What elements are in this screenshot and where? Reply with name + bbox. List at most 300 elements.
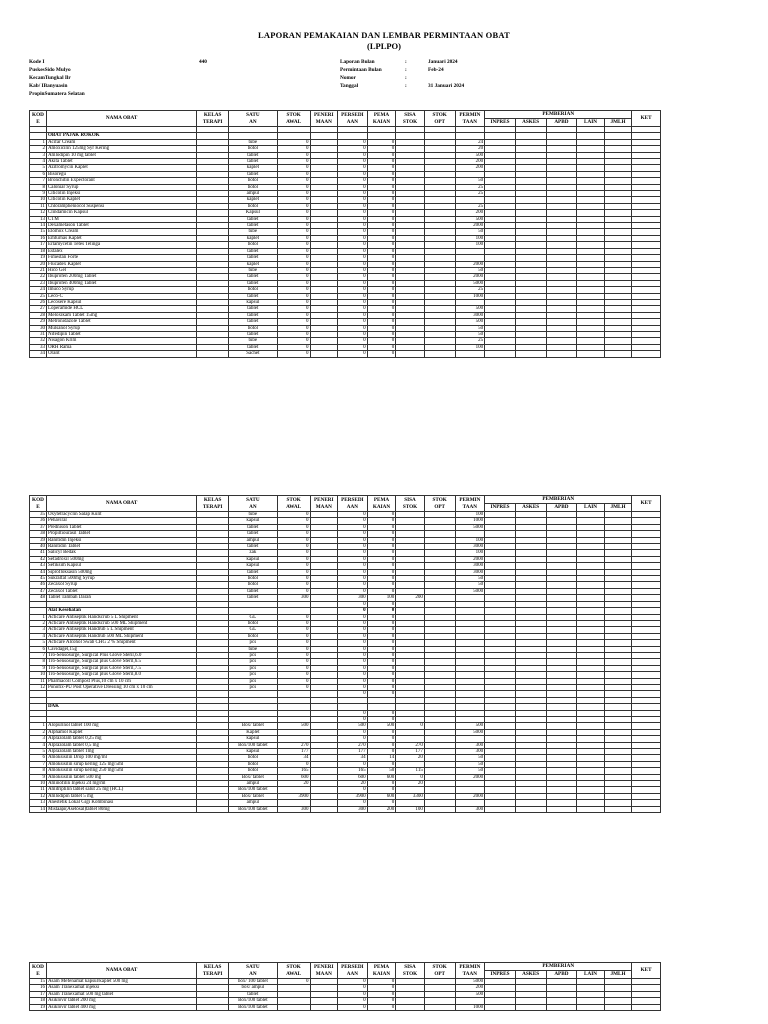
cell-permintaan: 50 [455,576,485,582]
cell-stok-awal: 0 [277,293,310,299]
col-lain: LAIN [577,971,605,979]
cell-satuan: botol [229,184,278,190]
cell-permintaan: 200 [455,165,485,171]
cell-nama-obat: Amoxicilin 125mg Syr Kering [46,146,196,152]
cell-persediaan: 0 [338,729,368,735]
cell-nama-obat: Azitromycin Kaplet [46,165,196,171]
cell-satuan: tablet [229,159,278,165]
col-pemberian: PEMBERIAN [485,496,632,504]
cell-satuan: botol [229,242,278,248]
cell-stok-awal: 0 [277,646,310,652]
cell-persediaan: 0 [338,646,368,652]
cell-satuan: tablet [229,531,278,537]
col-pemakaian: PEMA KAIAN [367,111,396,127]
cell-stok-awal: 0 [277,550,310,556]
header-field-label: Tanggal [340,83,359,89]
cell-ket [632,351,661,357]
cell-stok-awal: 0 [277,261,310,267]
cell-satuan: tablet [229,293,278,299]
cell-satuan: tablet [229,588,278,594]
cell-pemakaian: 14 [367,755,396,761]
cell-stok-awal: 0 [277,331,310,337]
cell-permintaan: 50 [455,755,485,761]
cell-persediaan: 270 [338,742,368,748]
cell-pemakaian: 0 [367,203,396,209]
cell-persediaan: 0 [338,985,368,991]
cell-permintaan: 25 [455,338,485,344]
cell-persediaan: 0 [338,633,368,639]
cell-stok-awal: 0 [277,588,310,594]
cell-pemakaian: 0 [367,749,396,755]
cell-stok-awal: 0 [277,223,310,229]
cell-persediaan: 34 [338,755,368,761]
cell-stok-awal: 0 [277,556,310,562]
cell-kode: 4 [30,633,47,639]
cell-permintaan: 50 [455,178,485,184]
cell-kode: 26 [30,299,47,305]
cell-satuan: tube [229,646,278,652]
cell-satuan: tablet [229,274,278,280]
cell-nama-obat: Oxytetracyclin Salap Kulit [46,512,196,518]
cell-persediaan: 0 [338,684,368,690]
cell-satuan: Box/ tablet [229,774,278,780]
cell-nama-obat: Acticare Antiseptik Handrub 500 ML Shipment [46,633,196,639]
cell-permintaan: 1000 [455,293,485,299]
col-stok-awal: STOK AWAL [277,963,310,979]
cell-satuan: botol [229,325,278,331]
cell-kode: 11 [30,203,47,209]
col-ket: KET [632,496,661,512]
cell-nama-obat: Nisagon Krim [46,338,196,344]
cell-kode: 10 [30,672,47,678]
table-row [30,351,661,357]
drug-table-page-1 [29,110,661,358]
cell-stok-awal: 3900 [277,793,310,799]
col-stok-awal: STOK AWAL [277,496,310,512]
cell-stok-awal: 0 [277,146,310,152]
cell-satuan: kapsul [229,563,278,569]
cell-nama-obat: Amoksisilin sirup kering 125 mg/5ml [46,761,196,767]
cell-empty: 0 [367,691,396,697]
cell-kode: 18 [30,248,47,254]
cell-kode: 39 [30,537,47,543]
cell-kode: 8 [30,184,47,190]
cell-permintaan: 100 [455,235,485,241]
cell-kode: 4 [30,159,47,165]
cell-kode: 12 [30,210,47,216]
cell-permintaan: 2000 [455,774,485,780]
cell-nama-obat: Zecaxol Syrup [46,582,196,588]
cell-stok-awal: 300 [277,595,310,601]
cell-persediaan: 165 [338,768,368,774]
cell-sisa-stok: 20 [396,755,425,761]
col-stok-opt: STOK OPT [424,963,455,979]
cell-satuan: kapsul [229,749,278,755]
cell-permintaan: 200 [455,985,485,991]
cell-kode: 33 [30,344,47,350]
cell-stok-awal: 0 [277,351,310,357]
col-pemberian: PEMBERIAN [485,111,632,119]
cell-kode: 37 [30,524,47,530]
cell-kode: 7 [30,761,47,767]
cell-nama-obat: Alprazolam tablet 0,25 mg [46,736,196,742]
cell-askes [515,351,546,357]
cell-kode: 36 [30,518,47,524]
col-persediaan: PERSEDI AAN [338,111,368,127]
cell-kode: 21 [30,267,47,273]
cell-persediaan: 0 [338,979,368,985]
cell-pemakaian: 0 [367,312,396,318]
col-nama-obat: NAMA OBAT [46,496,196,512]
cell-permintaan: 300 [455,742,485,748]
col-permintaan: PERMIN TAAN [455,496,485,512]
cell-satuan: tube [229,229,278,235]
cell-stok-awal: 0 [277,665,310,671]
cell-permintaan: 50 [455,267,485,273]
cell-persediaan: 0 [338,344,368,350]
cell-persediaan: 0 [338,331,368,337]
cell-stok-awal: 0 [277,659,310,665]
cell-pemakaian: 0 [367,588,396,594]
header-field-label: PuskesSido Mulyo [29,67,71,73]
cell-nama-obat: Ibuprofen 200mg Tablet [46,274,196,280]
cell-stok-awal: 0 [277,979,310,985]
cell-pemakaian: 0 [367,576,396,582]
cell-stok-opt [424,806,455,812]
report-title: LAPORAN PEMAKAIAN DAN LEMBAR PERMINTAAN OBAT [258,30,510,40]
cell-nama-obat: Emturnas Kaplet [46,235,196,241]
header-field-value: Januari 2024 [428,59,458,65]
cell-persediaan: 0 [338,184,368,190]
cell-satuan: botol [229,576,278,582]
cell-satuan: tablet [229,248,278,254]
cell-persediaan: 0 [338,582,368,588]
cell-persediaan: 0 [338,178,368,184]
cell-kode: 5 [30,640,47,646]
cell-nama-obat: Akita Tablet [46,159,196,165]
cell-persediaan: 20 [338,781,368,787]
cell-satuan: tablet [229,544,278,550]
cell-jmlh [604,1004,632,1010]
cell-permintaan: 25 [455,203,485,209]
cell-persediaan: 0 [338,235,368,241]
cell-persediaan: 0 [338,287,368,293]
cell-nama-obat: Ranitidin Injeksi [46,537,196,543]
cell-stok-awal: 0 [277,652,310,658]
cell-nama-obat: Dexametason Tablet [46,223,196,229]
cell-pemakaian: 0 [367,800,396,806]
cell-nama-obat: CTM [46,216,196,222]
col-kelas-terapi: KELAS TERAPI [197,111,229,127]
cell-persediaan: 0 [338,165,368,171]
cell-nama-obat: Amlodipin tablet 5 mg [46,793,196,799]
cell-jmlh [604,351,632,357]
cell-pemakaian: 0 [367,210,396,216]
cell-stok-awal: 600 [277,774,310,780]
cell-pemakaian: 0 [367,991,396,997]
cell-permintaan: 5000 [455,979,485,985]
cell-satuan: kapsul [229,736,278,742]
cell-satuan: botol [229,633,278,639]
cell-sisa-stok [396,1004,425,1010]
cell-pemakaian: 0 [367,171,396,177]
col-nama-obat: NAMA OBAT [46,111,196,127]
col-askes: ASKES [515,119,546,127]
cell-satuan: Box/100 tablet [229,742,278,748]
cell-pemakaian: 0 [367,627,396,633]
cell-nama-obat: Cavidagel,15g [46,646,196,652]
cell-kode: 19 [30,255,47,261]
cell-permintaan: 2000 [455,274,485,280]
cell-kode: 12 [30,793,47,799]
cell-persediaan: 0 [338,576,368,582]
cell-nama-obat: Pharmacoll Compost Plus,10 cm x 10 cm [46,678,196,684]
cell-pemakaian: 0 [367,287,396,293]
cell-persediaan: 0 [338,678,368,684]
cell-kode: 16 [30,235,47,241]
cell-nama-obat: Oralit [46,351,196,357]
cell-persediaan: 0 [338,197,368,203]
cell-permintaan: 50 [455,768,485,774]
cell-nama-obat: Elomox Cream [46,229,196,235]
cell-pemakaian: 0 [367,184,396,190]
cell-sisa-stok: 115 [396,768,425,774]
cell-satuan: tablet [229,595,278,601]
cell-pemakaian: 0 [367,299,396,305]
cell-nama-obat: Citicolin Injeksi [46,191,196,197]
cell-persediaan: 0 [338,351,368,357]
cell-stok-awal: 0 [277,267,310,273]
cell-stok-awal: 0 [277,531,310,537]
cell-stok-awal: 0 [277,203,310,209]
cell-pemakaian: 0 [367,781,396,787]
cell-nama-obat: Bronchitin Expectorant [46,178,196,184]
cell-lain [577,351,605,357]
cell-pemakaian: 0 [367,524,396,530]
cell-permintaan: 50 [455,582,485,588]
cell-nama-obat: Amoksisilin tablet 500 mg [46,774,196,780]
col-ket: KET [632,963,661,979]
cell-nama-obat: Loperamide HCL [46,306,196,312]
cell-stok-awal [277,1004,310,1010]
cell-kode: 18 [30,998,47,1004]
cell-permintaan: 50 [455,229,485,235]
cell-nama-obat: Tro-Sensosurge, Surgical Plus Glove Steril,6.0 [46,652,196,658]
cell-nama-obat: Fimestan Forte [46,255,196,261]
header-field-label: Kode I [29,59,45,65]
cell-pemakaian: 0 [367,787,396,793]
cell-stok-awal: 0 [277,306,310,312]
cell-pemakaian: 500 [367,723,396,729]
col-inpres: INPRES [485,119,516,127]
cell-kode: 19 [30,1004,47,1010]
col-apbd: APBD [546,504,577,512]
cell-nama-obat: Chlorampheniocol Suspensi [46,203,196,209]
cell-nama-obat: Alprazolam tablet 0,5 mg [46,742,196,748]
cell-permintaan: 100 [455,537,485,543]
cell-kode: 14 [30,806,47,812]
cell-ket [632,1004,661,1010]
table-header-row [30,496,661,504]
cell-satuan: pcs [229,672,278,678]
cell-stok-awal: 20 [277,781,310,787]
cell-kode: 9 [30,665,47,671]
drug-table-page-3 [29,962,661,1011]
cell-kode: 17 [30,991,47,997]
cell-kode: 17 [30,242,47,248]
cell-kode: 12 [30,684,47,690]
cell-persediaan: 0 [338,325,368,331]
cell-pemakaian: 0 [367,191,396,197]
cell-nama-obat: Alprazolam tablet 1mg [46,749,196,755]
cell-sisa-stok: 100 [396,806,425,812]
col-satuan: SATU AN [229,111,278,127]
cell-satuan: botol [229,203,278,209]
cell-kode: 2 [30,620,47,626]
cell-kode: 32 [30,338,47,344]
cell-pemakaian: 0 [367,159,396,165]
cell-pemakaian: 0 [367,229,396,235]
cell-satuan: pcs [229,665,278,671]
cell-pemakaian: 0 [367,537,396,543]
cell-persediaan: 0 [338,229,368,235]
cell-stok-awal: 0 [277,165,310,171]
cell-empty: 0 [367,601,396,607]
cell-askes [515,1004,546,1010]
cell-persediaan: 0 [338,672,368,678]
report-subtitle: (LPLPO) [367,41,401,51]
cell-stok-awal: 0 [277,184,310,190]
cell-stok-awal: 500 [277,723,310,729]
cell-permintaan: 2000 [455,223,485,229]
cell-stok-awal: 0 [277,614,310,620]
cell-satuan: botol [229,620,278,626]
cell-satuan: kaplet [229,235,278,241]
cell-permintaan: 100 [455,550,485,556]
col-persediaan: PERSEDI AAN [338,496,368,512]
cell-stok-awal: 0 [277,512,310,518]
header-field-separator: : [405,83,407,89]
cell-nama-obat: Acticare Antiseptik Handrub 5 L Shipment [46,627,196,633]
cell-satuan: tablet [229,152,278,158]
cell-persediaan: 0 [338,556,368,562]
cell-nama-obat: Tro-Sensosurge, Surgical plus Glove Steril,6.5 [46,659,196,665]
cell-kode: 3 [30,152,47,158]
cell-kode: 6 [30,171,47,177]
cell-pemakaian: 50 [367,768,396,774]
cell-pemakaian: 600 [367,774,396,780]
cell-stok-awal: 177 [277,749,310,755]
cell-stok-awal: 0 [277,235,310,241]
section-title: DAK [46,704,196,710]
cell-stok-opt [424,351,455,357]
cell-kode: 43 [30,563,47,569]
cell-persediaan: 0 [338,563,368,569]
cell-stok-awal: 0 [277,255,310,261]
cell-stok-awal: 0 [277,678,310,684]
cell-pemakaian: 0 [367,165,396,171]
cell-pemakaian: 0 [367,1004,396,1010]
cell-persediaan: 0 [338,761,368,767]
col-apbd: APBD [546,971,577,979]
cell-satuan: tablet [229,171,278,177]
cell-stok-awal: 0 [277,582,310,588]
cell-nama-obat: Alopurinol tablet 100 mg [46,723,196,729]
cell-persediaan: 0 [338,640,368,646]
cell-persediaan: 0 [338,1004,368,1010]
cell-nama-obat: Tro-Sensosurge, Surgical plus Glove Steril,8.0 [46,672,196,678]
col-satuan: SATU AN [229,963,278,979]
cell-nama-obat: Caloniar Syrup [46,184,196,190]
cell-persediaan: 0 [338,306,368,312]
cell-persediaan: 0 [338,191,368,197]
cell-kode: 41 [30,550,47,556]
cell-stok-awal: 0 [277,576,310,582]
cell-satuan: Box/100 tablet [229,806,278,812]
cell-kode: 1 [30,614,47,620]
col-stok-awal: STOK AWAL [277,111,310,127]
cell-satuan: tablet [229,344,278,350]
cell-kode: 6 [30,646,47,652]
cell-satuan: pcs [229,678,278,684]
cell-permintaan: 2000 [455,556,485,562]
col-jmlh: JMLH [604,504,632,512]
cell-satuan: tablet [229,280,278,286]
cell-satuan: tablet [229,255,278,261]
cell-kode: 15 [30,229,47,235]
cell-permintaan: 1000 [455,518,485,524]
cell-persediaan: 0 [338,524,368,530]
cell-pemakaian: 0 [367,235,396,241]
cell-nama-obat: Anestetik Lokal Gigi Kombinasi [46,800,196,806]
cell-nama-obat: Amitriptilin tablet salut 25 mg (HCL) [46,787,196,793]
cell-pemakaian: 100 [367,595,396,601]
cell-stok-awal: 0 [277,640,310,646]
header-field-value: Feb-24 [428,67,444,73]
cell-permintaan: 500 [455,723,485,729]
col-inpres: INPRES [485,971,516,979]
cell-nama-obat: Ponofix-PU Post Operative Dressing 10 cm x 10 cm [46,684,196,690]
cell-nama-obat: Mulsanol Syrup [46,325,196,331]
cell-persediaan: 0 [338,652,368,658]
cell-kode: 15 [30,979,47,985]
cell-kode: 28 [30,312,47,318]
col-pemberian: PEMBERIAN [485,963,632,971]
cell-stok-awal: 0 [277,287,310,293]
cell-permintaan: 3000 [455,312,485,318]
cell-kode: 20 [30,261,47,267]
cell-permintaan: 1000 [455,1004,485,1010]
cell-kode: 6 [30,755,47,761]
col-sisa-stok: SISA STOK [396,111,425,127]
cell-nama-obat: Leco-C [46,293,196,299]
cell-satuan: box/ ampul [229,985,278,991]
cell-kode: 40 [30,544,47,550]
header-field-label: PropinSumatera Selatan [29,91,85,97]
cell-ket [632,806,661,812]
cell-persediaan: 0 [338,261,368,267]
cell-askes [515,806,546,812]
header-field-separator: : [405,67,407,73]
header-field-label: Nomor [340,75,356,81]
cell-persediaan: 0 [338,659,368,665]
cell-kode: 45 [30,576,47,582]
cell-nama-obat: ORH Rama [46,344,196,350]
col-kode: KOD E [30,496,47,512]
cell-nama-obat: Lecosere Kapsul [46,299,196,305]
cell-satuan: Sachet [229,351,278,357]
cell-nama-obat: Acifar Cream [46,139,196,145]
